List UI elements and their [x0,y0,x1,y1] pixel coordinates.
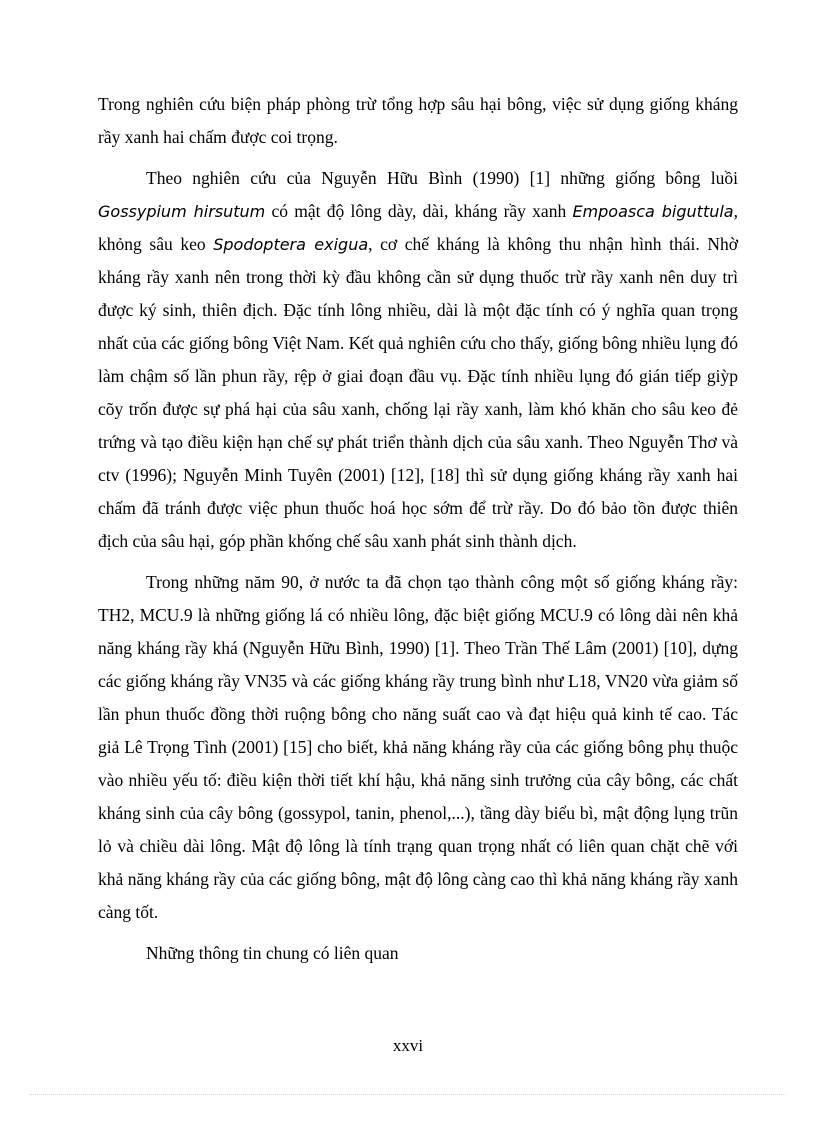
paragraph-text-segment: Những thông tin chung có liên quan [146,943,399,963]
page-number: xxvi [392,1036,424,1055]
species-name-spodoptera: Spodoptera exigua [213,235,369,254]
page-bottom-divider [30,1094,786,1095]
paragraph-nineties-varieties [98,566,738,929]
paragraph-text-segment: , khỏng sâu keo [98,201,738,254]
paragraph-intro-text: Trong nghiên cứu biện pháp phòng trừ tổng hợp sâu hại bông, việc sử dụng giống kháng rầy xanh hai chấm được coi trọng. [98,94,738,147]
species-name-empoasca: Empoasca biguttula [572,202,734,221]
paragraph-intro [98,88,738,154]
paragraph-text-segment: Trong những năm 90, ở nước ta đã chọn tạo thành công một số giống kháng rầy: TH2, MCU.9 là những giống lá có nhiều lông, đặc biệt giống MCU.9 có lông dài nên khả năng kháng rầy khá (Nguyễn Hữu Bình, 1990) [1]. Theo Trần Thế Lâm (2001) [10], dựng các giống kháng rầy VN35 và các giống kháng rầy trung bình như L18, VN20 vừa giảm số lần phun thuốc đồng thời ruộng bông cho năng suất cao và đạt hiệu quả kinh tế cao. Tác giả Lê Trọng Tình (2001) [15] cho biết, khả năng kháng rầy của các giống bông phụ thuộc vào nhiều yếu tố: điều kiện thời tiết khí hậu, khả năng sinh trưởng của cây bông, các chất kháng sinh của cây bông (gossypol, tanin, phenol,...), tầng dày biểu bì, mật động lụng trũn lỏ và chiều dài lông. Mật độ lông là tính trạng quan trọng nhất có liên quan chặt chẽ với khả năng kháng rầy của các giống bông, mật độ lông càng cao thì khả năng kháng rầy xanh càng tốt. [98,572,738,922]
species-name-gossypium: Gossypium hirsutum [98,202,266,221]
paragraph-text-segment: Theo nghiên cứu của Nguyễn Hữu Bình (1990) [1] những giống bông luồi [146,168,738,188]
paragraph-text-segment: , cơ chế kháng là không thu nhận hình thái. Nhờ kháng rầy xanh nên trong thời kỳ đầu không cần sử dụng thuốc trừ rầy xanh nên duy trì được ký sinh, thiên địch. Đặc tính lông nhiều, dài là một đặc tính có ý nghĩa quan trọng nhất của các giống bông Việt Nam. Kết quả nghiên cứu cho thấy, giống bông nhiều lụng đó làm chậm số lần phun rầy, rệp ở giai đoạn đầu vụ. Đặc tính nhiều lụng đó gián tiếp giỳp cõy trốn được sự phá hại của sâu xanh, chống lại rầy xanh, làm khó khăn cho sâu keo đẻ trứng và tạo điều kiện hạn chế sự phát triển thành dịch của sâu xanh. Theo Nguyễn Thơ và ctv (1996); Nguyễn Minh Tuyên (2001) [12], [18] thì sử dụng giống kháng rầy xanh hai chấm đã tránh được việc phun thuốc hoá học sớm để trừ rầy. Do đó bảo tồn được thiên địch của sâu hại, góp phần khống chế sâu xanh phát sinh thành dịch. [98,234,738,551]
paragraph-related-info [98,937,738,970]
document-body [98,88,738,978]
paragraph-nguyen-huu-binh [98,162,738,558]
paragraph-text-segment: có mật độ lông dày, dài, kháng rầy xanh [265,201,573,221]
